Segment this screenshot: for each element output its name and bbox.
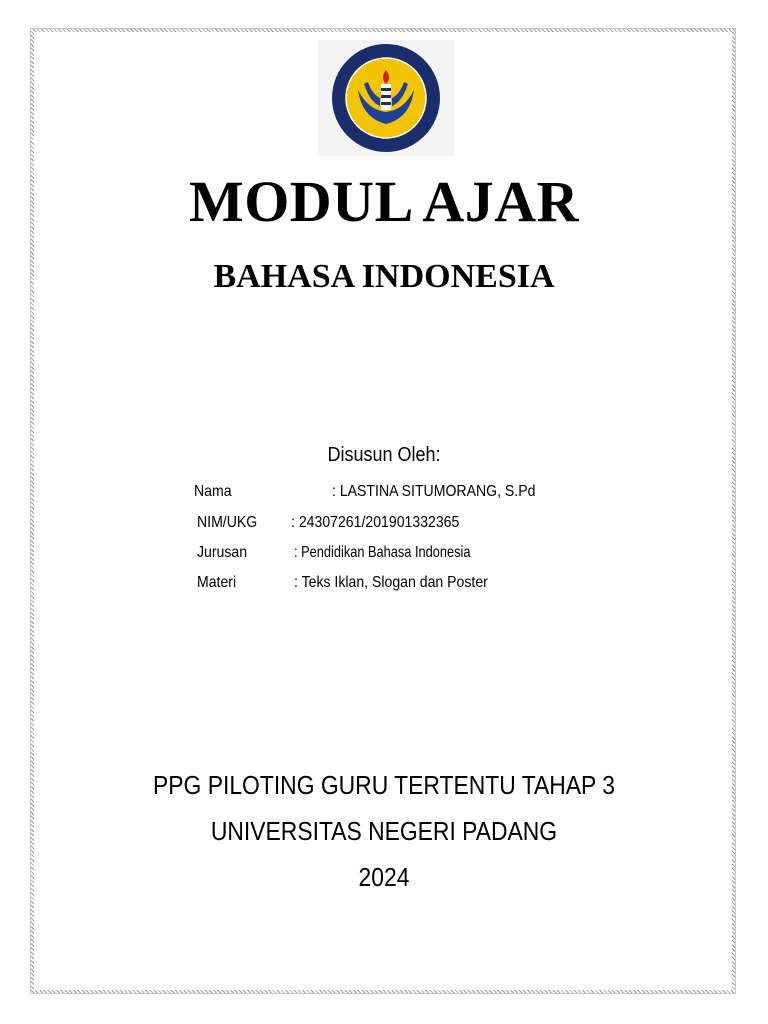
info-row-name xyxy=(194,483,232,501)
info-value-name xyxy=(332,483,535,501)
info-label: Materi xyxy=(197,574,237,591)
info-row-materi xyxy=(197,574,236,592)
info-value-nim xyxy=(291,514,459,532)
document-title: MODUL AJAR xyxy=(188,169,580,234)
info-value: : 24307261/201901332365 xyxy=(291,514,460,531)
info-value: : Pendidikan Bahasa Indonesia xyxy=(294,544,471,561)
university-logo xyxy=(318,40,454,156)
info-label: Jurusan xyxy=(197,544,248,561)
info-label: NIM/UKG xyxy=(197,514,258,531)
year: 2024 xyxy=(358,862,410,892)
info-value-jurusan xyxy=(294,544,470,562)
info-value: : LASTINA SITUMORANG, S.Pd xyxy=(332,483,536,500)
info-row-jurusan xyxy=(197,544,247,562)
info-value: : Teks Iklan, Slogan dan Poster xyxy=(294,574,488,591)
university-name: UNIVERSITAS NEGERI PADANG xyxy=(210,816,558,846)
program-name: PPG PILOTING GURU TERTENTU TAHAP 3 xyxy=(153,770,615,800)
info-label: Nama xyxy=(194,483,232,500)
info-value-materi xyxy=(294,574,488,592)
author-heading: Disusun Oleh: xyxy=(327,444,441,466)
info-row-nim xyxy=(197,514,257,532)
document-subtitle: BAHASA INDONESIA xyxy=(213,258,555,295)
